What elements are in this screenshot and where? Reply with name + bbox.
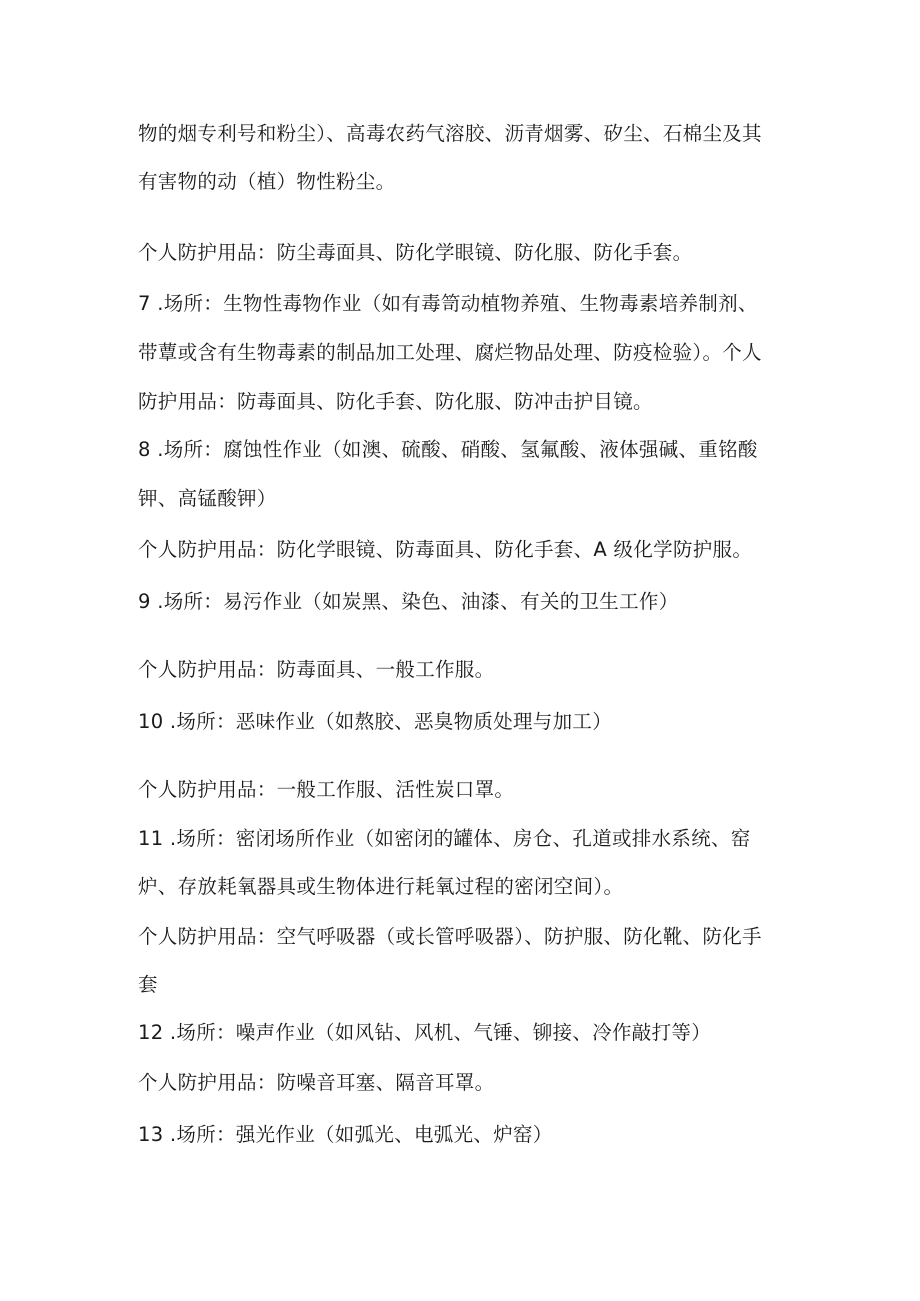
text-line: 11 .场所：密闭场所作业（如密闭的罐体、房仓、孔道或排水系统、窑 — [138, 827, 751, 850]
text-line: 8 .场所：腐蚀性作业（如澳、硫酸、硝酸、氢氟酸、液体强碱、重铭酸 — [138, 438, 758, 461]
text-line: 9 .场所：易污作业（如炭黑、染色、油漆、有关的卫生工作） — [138, 590, 679, 613]
text-line: 炉、存放耗氧器具或生物体进行耗氧过程的密闭空间）。 — [138, 875, 624, 898]
text-line: 10 .场所：恶味作业（如熬胶、恶臭物质处理与加工） — [138, 710, 613, 733]
text-line: 12 .场所：噪声作业（如风钻、风机、气锤、铆接、冷作敲打等） — [138, 1021, 712, 1044]
text-line: 有害物的动（植）物性粉尘。 — [138, 170, 396, 193]
text-line: 带蕈或含有生物毒素的制品加工处理、腐烂物品处理、防疫检验）。个人 — [138, 341, 762, 364]
text-line: 个人防护用品：防化学眼镜、防毒面具、防化手套、A 级化学防护服。 — [138, 538, 753, 561]
text-line: 个人防护用品：防毒面具、一般工作服。 — [138, 658, 495, 681]
text-line: 个人防护用品：防尘毒面具、防化学眼镜、防化服、防化手套。 — [138, 241, 693, 264]
text-line: 个人防护用品：空气呼吸器（或长管呼吸器）、防护服、防化靴、防化手 — [138, 925, 762, 948]
text-line: 13 .场所：强光作业（如弧光、电弧光、炉窑） — [138, 1123, 553, 1146]
text-line: 套 — [138, 973, 158, 996]
text-line: 个人防护用品：防噪音耳塞、隔音耳罩。 — [138, 1071, 495, 1094]
text-line: 防护用品：防毒面具、防化手套、防化服、防冲击护目镜。 — [138, 390, 653, 413]
text-line: 个人防护用品：一般工作服、活性炭口罩。 — [138, 778, 515, 801]
text-line: 物的烟专利号和粉尘）、高毒农药气溶胶、沥青烟雾、矽尘、石棉尘及其 — [138, 122, 762, 145]
text-line: 钾、高锰酸钾） — [138, 487, 277, 510]
text-line: 7 .场所：生物性毒物作业（如有毒笥动植物养殖、生物毒素培养制剂、 — [138, 292, 758, 315]
